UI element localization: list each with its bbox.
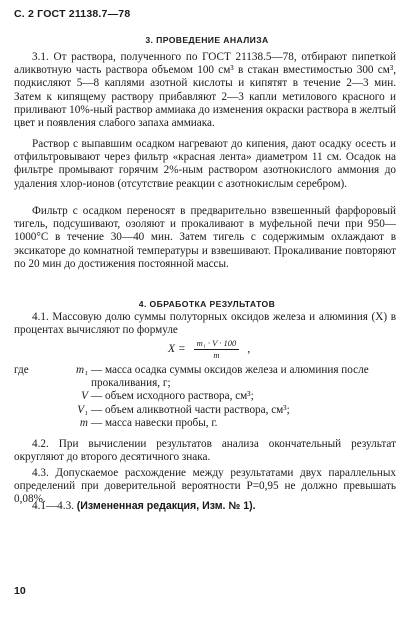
paragraph-4-3: 4.3. Допускаемое расхождение между результатами двух параллельных определений при доверительной вероятности P=0,95 не должно превышать 0,08%. (14, 467, 396, 506)
formula-denominator: m (213, 350, 220, 360)
variable-row (14, 404, 404, 417)
paragraph-3-1-cont: Раствор с выпавшим осадком нагревают до кипения, дают осадку осесть и отфильтровывают через фильтр «красная лента» диаметром 11 см. Осадок на фильтре промывают горячим 2%-ным раствором азотнокислого аммония до удаления хлор-ионов (отсутствие реакции с азотнокислым серебром). (14, 138, 396, 190)
section-4-title: 4. ОБРАБОТКА РЕЗУЛЬТАТОВ (138, 299, 276, 309)
variable-definitions (14, 364, 404, 430)
variable-description: — масса осадка суммы оксидов железа и алюминия после прокаливания, г; (91, 364, 369, 390)
variable-symbol: m₁ (76, 364, 88, 376)
paragraph-amendment (14, 500, 396, 513)
paragraph-3-1-filter: Фильтр с осадком переносят в предварительно взвешенный фарфоровый тигель, подсушивают, озоляют и прокаливают в муфельной печи при 950—1000°С в течение 30—40 мин. Затем тигель с содержимым охлаждают в эксикаторе до комнатной температуры и взвешивают. Прокаливание повторяют по 20 мин до достижения постоянной массы. (14, 205, 396, 270)
variable-description: — масса навески пробы, г. (91, 416, 218, 429)
variable-symbol: V₁ (77, 403, 88, 416)
variable-symbol: V (81, 390, 88, 403)
formula-lhs: X = (168, 343, 186, 355)
paragraph-3-1: 3.1. От раствора, полученного по ГОСТ 21138.5—78, отбирают пипеткой аликвотную часть раствора объемом 100 см³ в стакан вместимостью 300 см³, подкисляют 5—8 каплями азотной кислоты и кипятят в течение 2—3 мин. Затем к кипящему раствору прибавляют 2—3 капли метилового красного и приливают 10%-ный раствор аммиака до изменения окраски раствора в желтый цвет и появления слабого запаха аммиака. (14, 51, 396, 130)
page-number: 10 (14, 585, 26, 597)
formula (168, 335, 250, 363)
variable-description: — объем исходного раствора, см³; (91, 390, 254, 403)
amendment-note: (Измененная редакция, Изм. № 1). (76, 500, 256, 512)
variable-row (14, 417, 404, 430)
formula-fraction (194, 338, 240, 360)
variable-symbol: m (79, 416, 88, 429)
where-intro: где (14, 364, 29, 376)
amendment-ref: 4.1—4.3. (32, 500, 74, 512)
paragraph-4-2: 4.2. При вычислении результатов анализа окончательный результат округляют до второго десятичного знака. (14, 438, 396, 464)
variable-row (14, 364, 404, 390)
paragraph-4-1: 4.1. Массовую долю суммы полуторных оксидов железа и алюминия (X) в процентах вычисляют по формуле (14, 311, 396, 337)
page-header: С. 2 ГОСТ 21138.7—78 (14, 8, 131, 20)
formula-trail: , (247, 343, 251, 355)
section-3-title: 3. ПРОВЕДЕНИЕ АНАЛИЗА (145, 35, 269, 45)
variable-description: — объем аликвотной части раствора, см³; (91, 403, 290, 416)
formula-numerator: m₁ · V · 100 (194, 338, 240, 350)
variable-row (14, 390, 404, 403)
